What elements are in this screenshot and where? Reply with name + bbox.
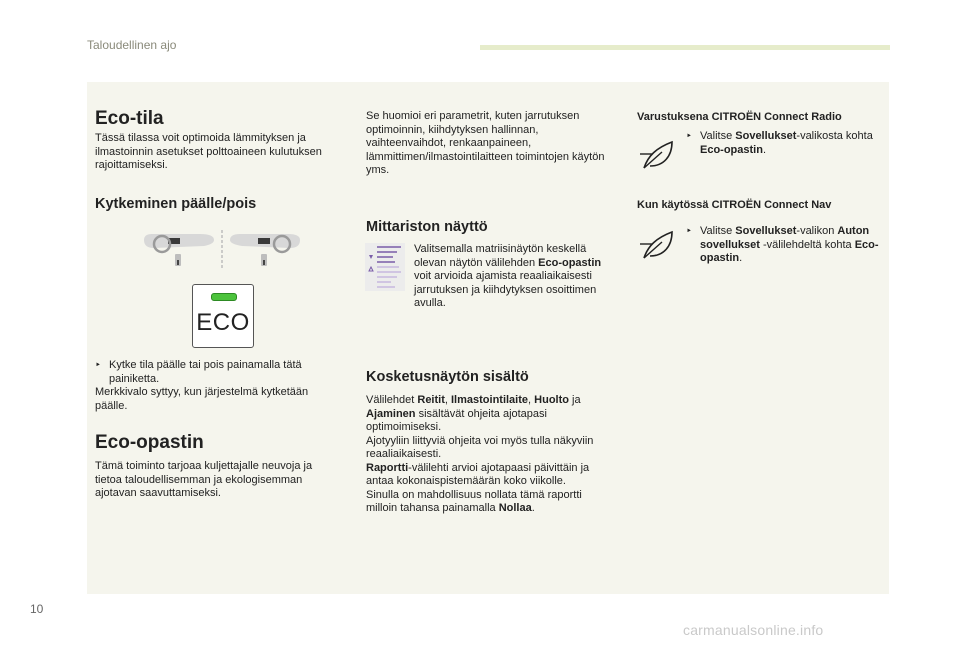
mittariston-bold: Eco-opastin: [538, 256, 602, 269]
section-title: Taloudellinen ajo: [87, 38, 177, 52]
eco-gauge-icon: [365, 243, 405, 291]
nollaa-post: .: [531, 502, 535, 514]
eco-opastin-heading: Eco-opastin: [95, 432, 204, 453]
radio-b2: Eco-opastin: [700, 143, 763, 156]
bullet-item: [95, 359, 335, 386]
ajotyyliin-text: Ajotyyliin liittyviä ohjeita voi myös tulla näkyviin reaaliaikaisesti.: [366, 434, 594, 460]
nollaa-bold: Nollaa: [498, 502, 532, 514]
nav-mid1: -valikon: [796, 225, 838, 237]
eco-button-label: ECO: [196, 309, 250, 336]
nollaa-pre: Sinulla on mahdollisuus nollata tämä raportti milloin tahansa painamalla: [366, 488, 582, 514]
tab-ja: ja: [568, 394, 581, 406]
indicator-text: Merkkivalo syttyy, kun järjestelmä kytketään päälle.: [95, 386, 309, 412]
leaf-icon: [638, 138, 678, 172]
mittariston-pre: Valitsemalla matriisinäytön keskellä olevan näytön välilehden: [414, 243, 587, 269]
raportti-paragraph: [366, 462, 616, 489]
nav-b2: Auton sovellukset: [700, 225, 870, 251]
tab-post: sisältävät ohjeita ajotapasi optimoimiseksi.: [366, 407, 547, 433]
nollaa-paragraph: [366, 489, 616, 516]
eco-button: [192, 284, 254, 348]
bullet-arrow-icon: ‣: [686, 131, 692, 142]
kytkeminen-heading: Kytkeminen päälle/pois: [95, 196, 257, 212]
intro-text: Se huomioi eri parametrit, kuten jarrutuksen optimoinnin, kiihdytyksen hallinnan, vaihteenvaihdot, renkaanpaineen, lämmittimen/ilmastointilaitteen toimintojen käytön yms.: [366, 110, 605, 176]
nav-mid2: -välilehdeltä kohta: [759, 238, 855, 251]
eco-opastin-text: Tämä toiminto tarjoaa kuljettajalle neuvoja ja tietoa taloudellisemman ja ekologisemman ajotavan saavuttamiseksi.: [95, 460, 313, 499]
raportti-bold: Raportti: [366, 461, 409, 474]
eco-indicator-led: [211, 293, 237, 301]
bullet-arrow-icon: ‣: [95, 360, 101, 371]
nav-b3: Eco-opastin: [700, 238, 879, 264]
bullet-text: Kytke tila päälle tai pois painamalla tätä painiketta.: [109, 359, 302, 385]
radio-b1: Sovellukset: [735, 130, 797, 142]
bullet-arrow-icon: ‣: [686, 226, 692, 237]
mittariston-post: voit arvioida ajamista reaaliaikaisesti jarrutuksen ja kiihdytyksen osoittimen avulla.: [414, 270, 597, 309]
page-number: 10: [30, 602, 44, 616]
radio-instruction: [700, 130, 886, 157]
radio-mid: -valikosta kohta: [796, 130, 873, 142]
nav-instruction: [700, 225, 886, 266]
nav-b1: Sovellukset: [735, 225, 797, 237]
nav-post: .: [739, 252, 743, 264]
mittariston-heading: Mittariston näyttö: [366, 219, 488, 235]
seat-steering-icon: [140, 226, 304, 274]
radio-bullet: [686, 130, 886, 157]
radio-post: .: [762, 143, 767, 156]
header-bar: [480, 45, 890, 50]
tab-sep1: ,: [444, 394, 451, 406]
tabs-paragraph: [366, 394, 616, 435]
kosketus-text: [366, 394, 616, 516]
eco-tila-heading: Eco-tila: [95, 108, 164, 129]
tab-pre: Välilehdet: [366, 394, 418, 406]
watermark: carmanualsonline.info: [683, 622, 824, 638]
kosketus-heading: Kosketusnäytön sisältö: [366, 369, 529, 385]
raportti-text: -välilehti arvioi ajotapaasi päivittäin ja antaa kokonaispistemäärän koko viikolle.: [366, 461, 590, 487]
nav-bullet: [686, 225, 886, 266]
radio-heading: Varustuksena CITROËN Connect Radio: [637, 111, 842, 123]
nav-heading: Kun käytössä CITROËN Connect Nav: [637, 199, 832, 211]
radio-pre: Valitse: [700, 130, 736, 142]
tab-huolto: Huolto: [534, 394, 569, 406]
mittariston-text: [414, 243, 604, 311]
tab-ilmasto: Ilmastointilaite: [451, 394, 529, 406]
tab-reitit: Reitit: [417, 394, 445, 406]
eco-tila-text: Tässä tilassa voit optimoida lämmityksen ja ilmastoinnin asetukset polttoaineen kulutuksen rajoittamiseksi.: [95, 132, 322, 171]
leaf-icon: [638, 228, 678, 262]
tab-sep2: ,: [528, 394, 535, 406]
nav-pre: Valitse: [700, 225, 736, 237]
tab-ajaminen: Ajaminen: [366, 407, 416, 420]
